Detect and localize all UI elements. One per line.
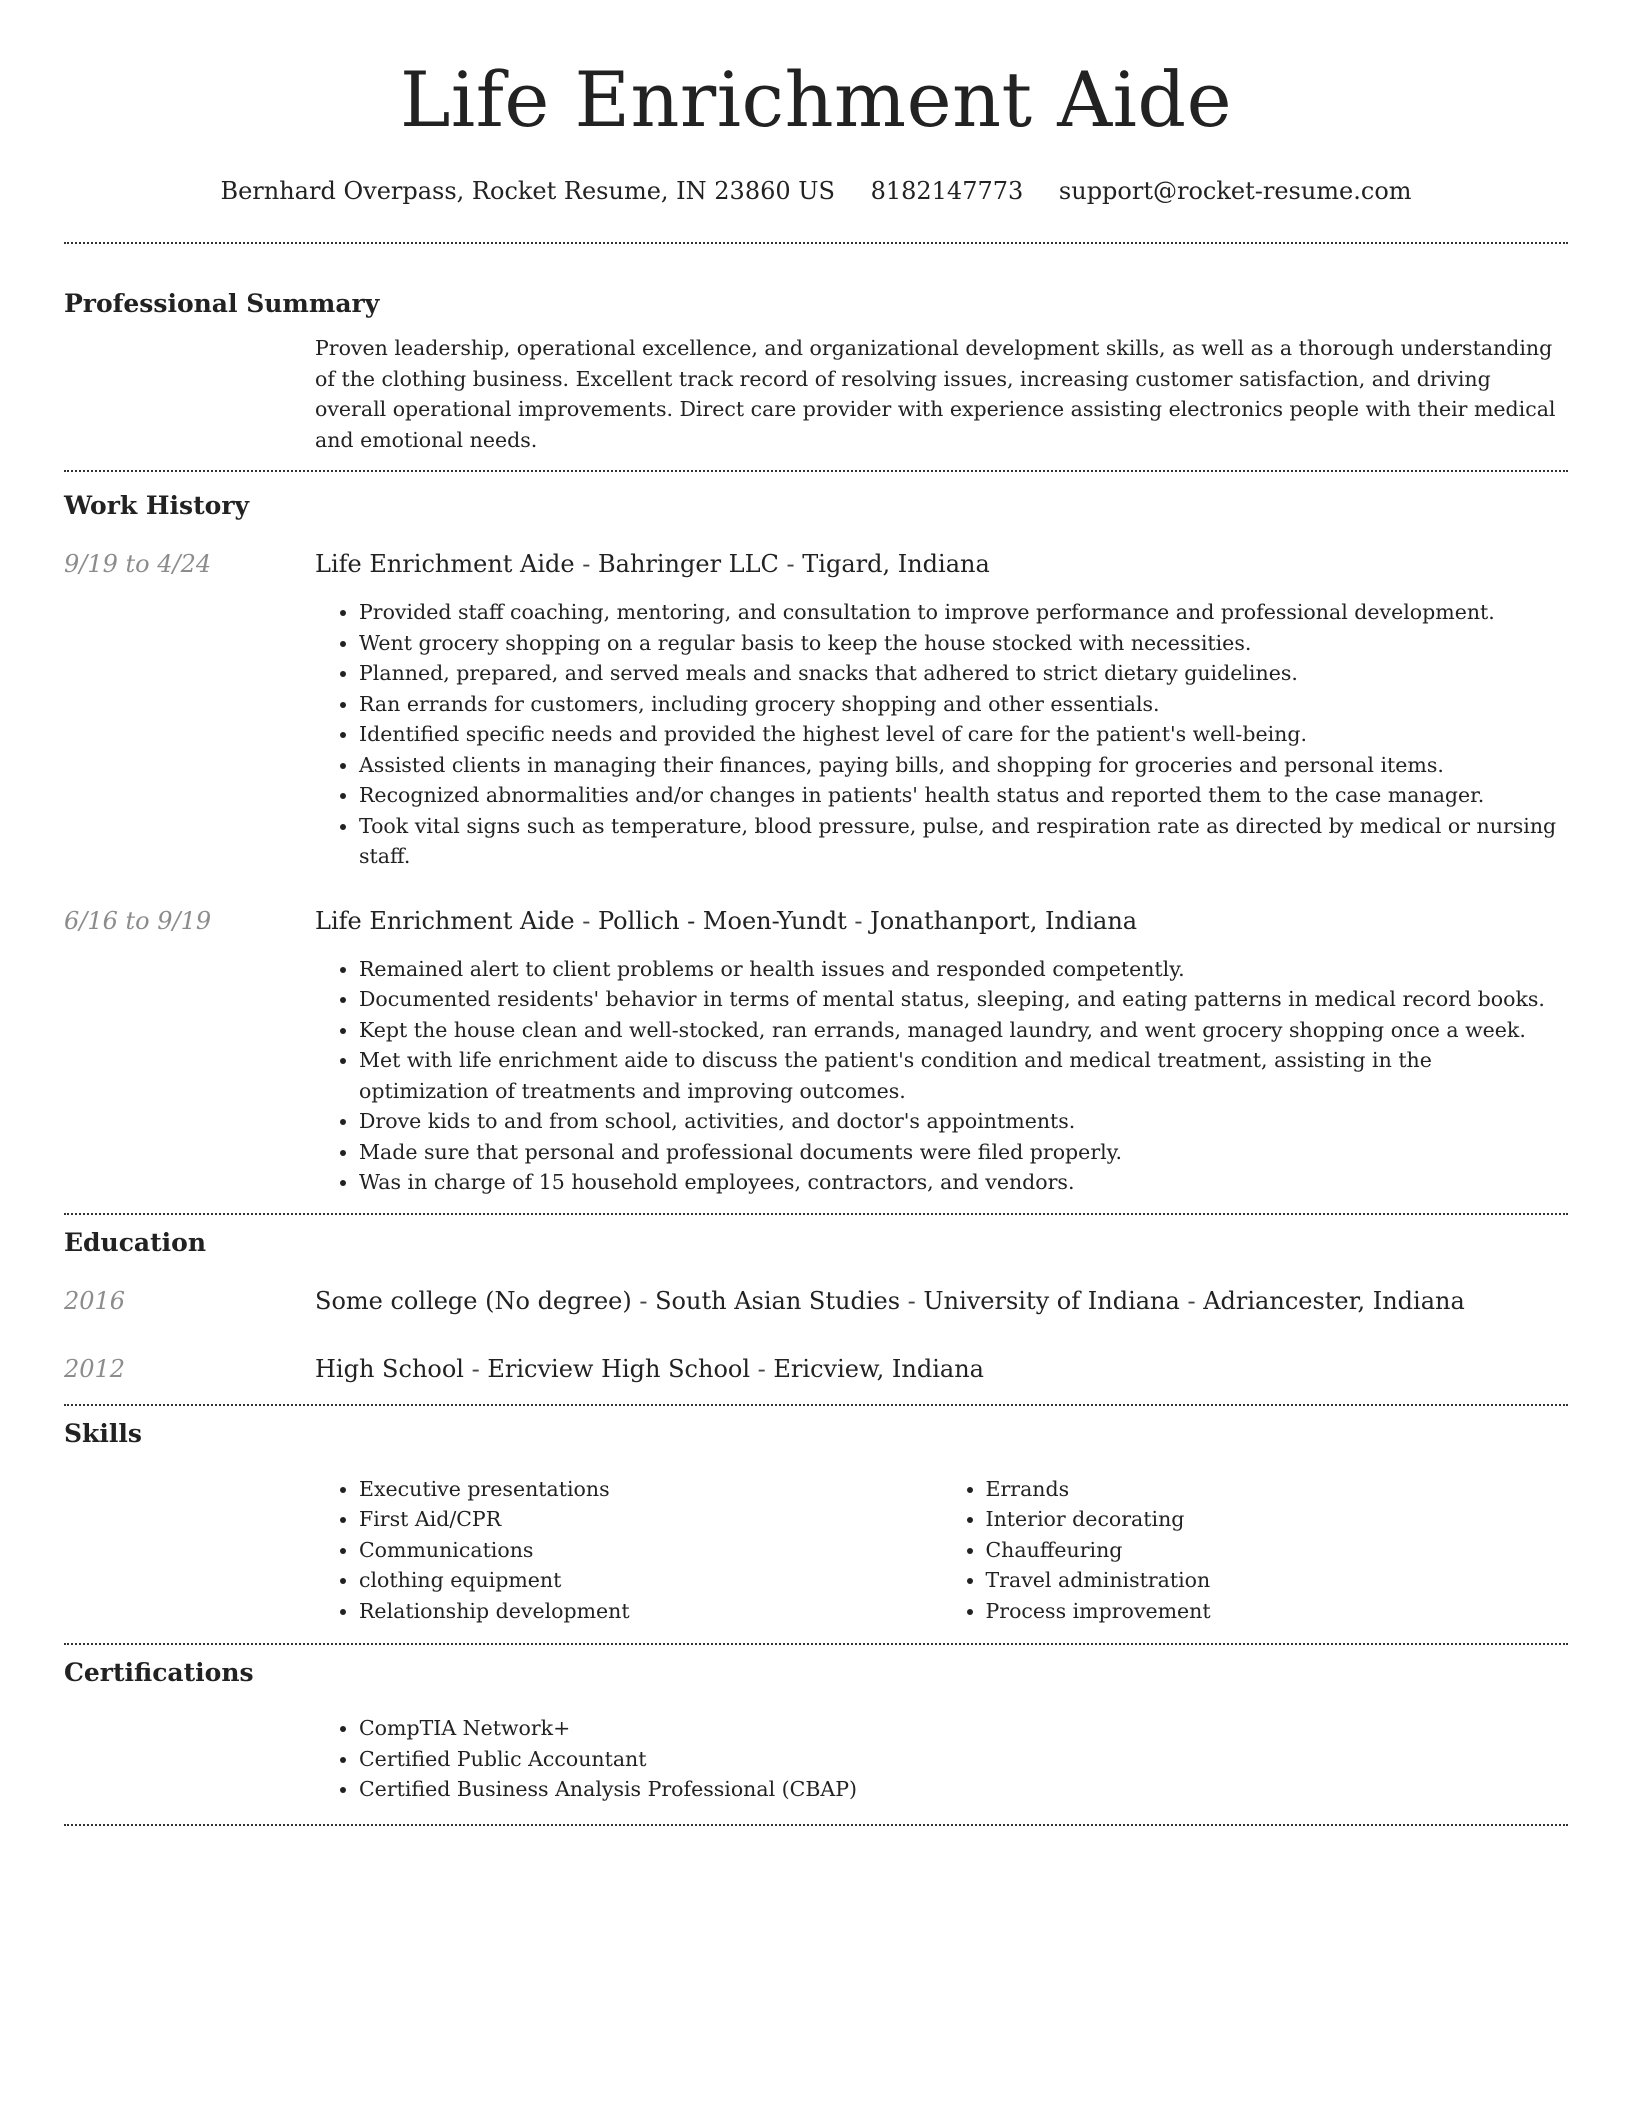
skill-item: • Errands (986, 1474, 1569, 1505)
job-dates: 9/19 to 4/24 (64, 550, 212, 578)
separator: - (846, 906, 871, 935)
separator: - (750, 1354, 774, 1383)
job-heading (315, 906, 1568, 936)
list-item: • Drove kids to and from school, activities, and doctor's appointments. (359, 1106, 1568, 1137)
education-field: South Asian Studies (655, 1286, 901, 1315)
list-item: • Provided staff coaching, mentoring, and consultation to improve performance and professional development. (359, 597, 1568, 628)
certification-item: • CompTIA Network+ (359, 1713, 1568, 1744)
education-location: Adriancester, Indiana (1203, 1286, 1465, 1315)
section-title-education: Education (64, 1227, 207, 1257)
divider (64, 470, 1568, 472)
education-school: Ericview High School (487, 1354, 751, 1383)
skill-item: • Interior decorating (986, 1504, 1569, 1535)
skill-item: • clothing equipment (359, 1565, 942, 1596)
summary-text: Proven leadership, operational excellence, and organizational development skills, as well as a thorough understanding of the clothing business. Excellent track record of resolving issues, increasing customer satisfaction, and driving overall operational improvements. Direct care provider with experience assisting electronics people with their medical and emotional needs. (315, 336, 1556, 452)
education-school: University of Indiana (923, 1286, 1180, 1315)
education-entry (64, 1286, 1568, 1316)
list-item: • Ran errands for customers, including grocery shopping and other essentials. (359, 689, 1568, 720)
skill-item: • Executive presentations (359, 1474, 942, 1505)
list-item: • Assisted clients in managing their finances, paying bills, and shopping for groceries and personal items. (359, 750, 1568, 781)
education-section (64, 1228, 1568, 1384)
job-position: Life Enrichment Aide (315, 906, 575, 935)
list-item: • Identified specific needs and provided the highest level of care for the patient's well-being. (359, 719, 1568, 750)
section-title-certifications: Certifications (64, 1658, 254, 1687)
job-company: Bahringer LLC (598, 550, 779, 578)
list-item: • Was in charge of 15 household employees, contractors, and vendors. (359, 1167, 1568, 1198)
list-item: • Met with life enrichment aide to discuss the patient's condition and medical treatment, assisting in the optimization of treatments and improving outcomes. (359, 1045, 1568, 1106)
skills-list-right (942, 1474, 1569, 1627)
certification-item: • Certified Public Accountant (359, 1744, 1568, 1775)
separator: - (631, 1286, 656, 1315)
education-degree: Some college (No degree) (315, 1286, 632, 1315)
skill-item: • Communications (359, 1535, 942, 1566)
contact-phone: 8182147773 (870, 177, 1024, 205)
certification-item: • Certified Business Analysis Professional (CBAP) (359, 1774, 1568, 1805)
job-position: Life Enrichment Aide (315, 550, 575, 578)
education-entry (64, 1354, 1568, 1384)
skills-section (64, 1419, 1568, 1627)
list-item: • Remained alert to client problems or health issues and responded competently. (359, 954, 1568, 985)
list-item: • Took vital signs such as temperature, blood pressure, pulse, and respiration rate as directed by medical or nursing staff. (359, 811, 1568, 872)
separator: - (574, 906, 598, 935)
job-company: Pollich - Moen-Yundt (598, 906, 847, 935)
education-heading (315, 1354, 1568, 1384)
resume-page (64, 0, 1568, 1826)
separator: - (778, 550, 803, 578)
job-entry (64, 549, 1568, 872)
education-year: 2012 (64, 1354, 126, 1383)
job-duties (315, 954, 1568, 1198)
divider (64, 1404, 1568, 1406)
divider (64, 242, 1568, 244)
summary-section (64, 289, 1568, 455)
section-title-work-history: Work History (64, 491, 250, 520)
divider (64, 1643, 1568, 1645)
divider (64, 1213, 1568, 1215)
job-dates: 6/16 to 9/19 (64, 906, 212, 935)
section-title-summary: Professional Summary (64, 289, 380, 318)
education-heading (315, 1286, 1568, 1316)
skill-item: • Relationship development (359, 1596, 942, 1627)
skill-item: • Process improvement (986, 1596, 1569, 1627)
skills-list-left (315, 1474, 942, 1627)
job-entry (64, 906, 1568, 1198)
education-degree: High School (315, 1354, 464, 1383)
list-item: • Documented residents' behavior in terms of mental status, sleeping, and eating patterns in medical record books. (359, 984, 1568, 1015)
education-location: Ericview, Indiana (773, 1354, 984, 1383)
separator: - (900, 1286, 924, 1315)
skill-item: • First Aid/CPR (359, 1504, 942, 1535)
list-item: • Went grocery shopping on a regular basis to keep the house stocked with necessities. (359, 628, 1568, 659)
job-duties (315, 597, 1568, 872)
contact-address: Bernhard Overpass, Rocket Resume, IN 23860 US (220, 177, 835, 205)
skills-grid (315, 1474, 1568, 1627)
certifications-list (315, 1713, 1568, 1805)
resume-name: Life Enrichment Aide (399, 55, 1233, 144)
job-heading (315, 549, 1568, 579)
list-item: • Kept the house clean and well-stocked, ran errands, managed laundry, and went grocery shopping once a week. (359, 1015, 1568, 1046)
list-item: • Recognized abnormalities and/or changes in patients' health status and reported them to the case manager. (359, 780, 1568, 811)
separator: - (574, 550, 598, 578)
section-title-skills: Skills (64, 1418, 142, 1448)
list-item: • Planned, prepared, and served meals and snacks that adhered to strict dietary guidelines. (359, 658, 1568, 689)
contact-email: support@rocket-resume.com (1058, 177, 1412, 205)
separator: - (463, 1354, 488, 1383)
list-item: • Made sure that personal and professional documents were filed properly. (359, 1137, 1568, 1168)
contact-line (64, 176, 1568, 206)
skill-item: • Travel administration (986, 1565, 1569, 1596)
skill-item: • Chauffeuring (986, 1535, 1569, 1566)
job-location: Tigard, Indiana (802, 550, 990, 578)
separator: - (1179, 1286, 1204, 1315)
certifications-section (64, 1658, 1568, 1805)
job-location: Jonathanport, Indiana (870, 906, 1138, 935)
divider (64, 1824, 1568, 1826)
education-year: 2016 (64, 1286, 126, 1315)
work-history-section (64, 491, 1568, 1198)
